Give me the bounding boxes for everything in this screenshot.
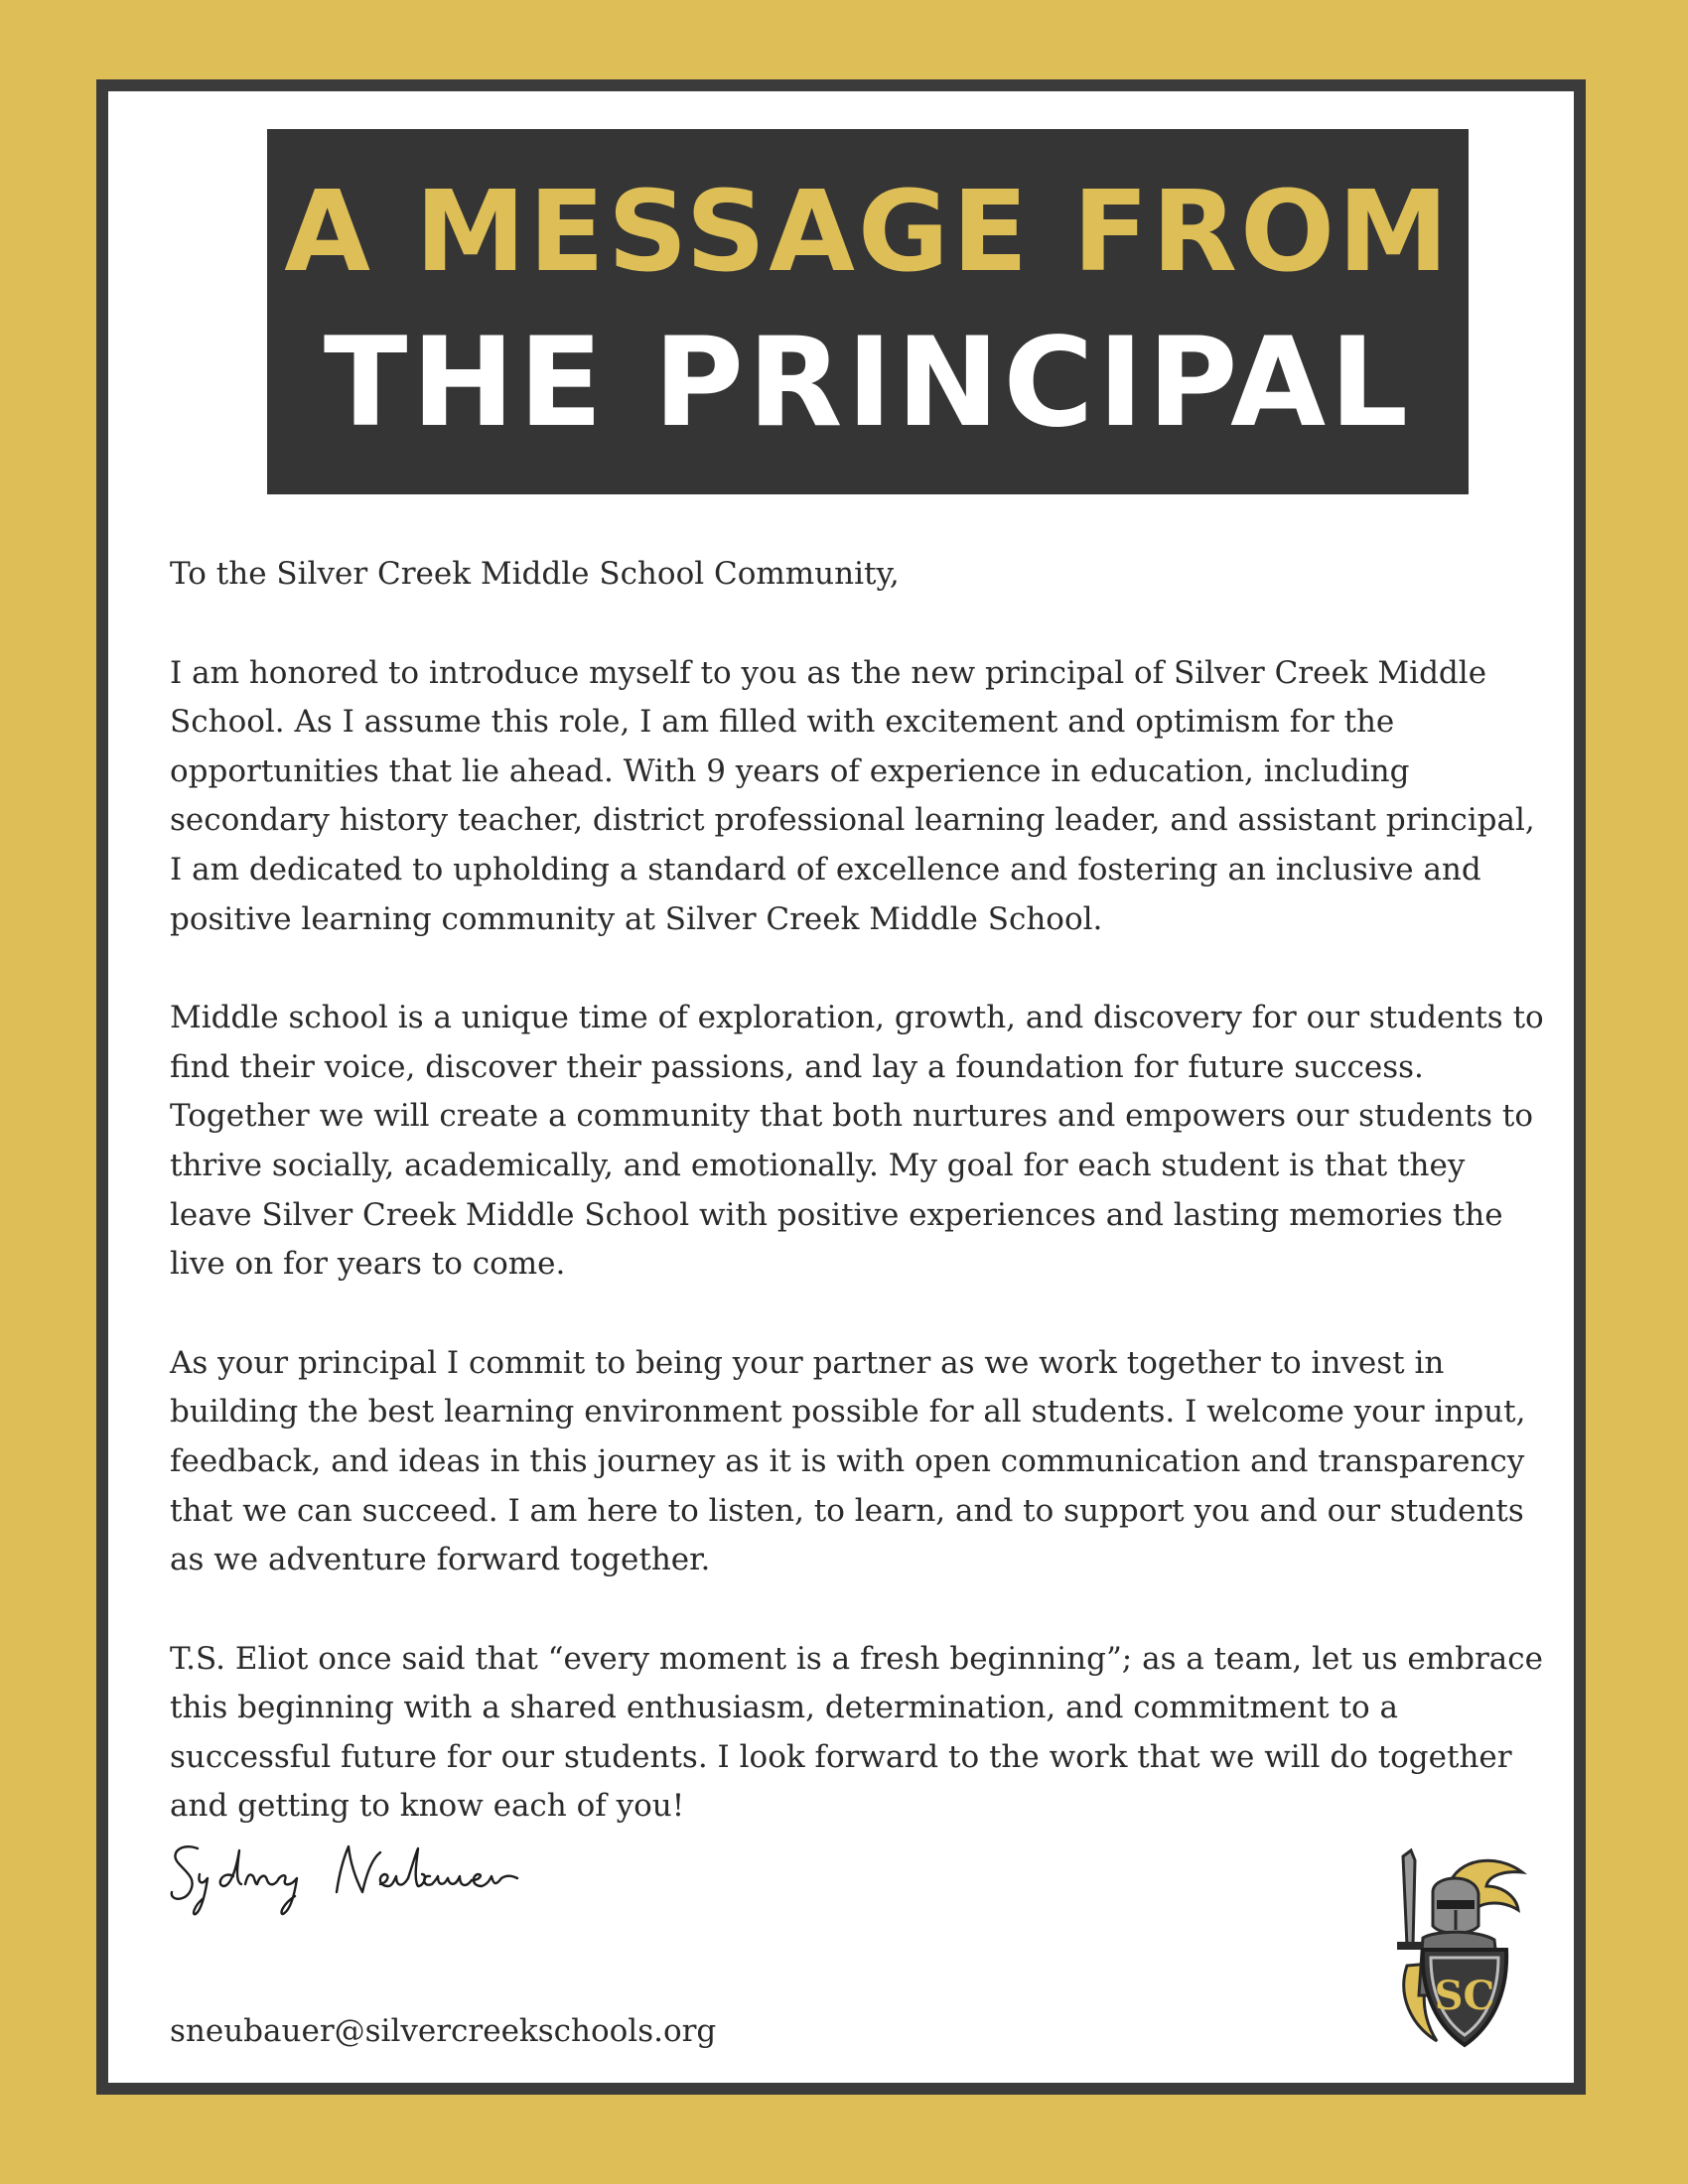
letter-paragraph-1: I am honored to introduce myself to you as the new principal of Silver Creek Middle School. As I assume this role, I am filled with excitement and optimism for the opportunities that lie ahead. With 9 years of experience in education, including secondary history teacher, district professional learning leader, and assistant principal, I am dedicated to upholding a standard of excellence and fostering an inclusive and positive learning community at Silver Creek Middle School. — [170, 654, 1535, 937]
letter-paragraph-2: Middle school is a unique time of exploration, growth, and discovery for our students to find their voice, discover their passions, and lay a foundation for future success. Together we will create a community that both nurtures and empowers our students to thrive socially, academically, and emotionally. My goal for each student is that they leave Silver Creek Middle School with positive experiences and lasting memories the live on for years to come. — [170, 1000, 1544, 1283]
signature — [168, 1831, 585, 1920]
knight-shield-icon — [1367, 1846, 1536, 2055]
logo-monogram: SC — [1434, 1973, 1495, 2019]
header-banner — [267, 129, 1469, 494]
letter-body — [170, 550, 1550, 1881]
letter-paragraph-4: T.S. Eliot once said that “every moment is a fresh beginning”; as a team, let us embrace this beginning with a shared enthusiasm, determination, and commitment to a successful future for our students. I look forward to the work that we will do together and getting to know each of you! — [170, 1640, 1543, 1825]
banner-title-line-2: THE PRINCIPAL — [323, 312, 1413, 455]
letter-paragraph-3: As your principal I commit to being your partner as we work together to invest in building the best learning environment possible for all students. I welcome your input, feedback, and ideas in this journey as it is with open communication and transparency that we can succeed. I am here to listen, to learn, and to support you and our students as we adventure forward together. — [170, 1344, 1526, 1578]
contact-email: sneubauer@silvercreekschools.org — [170, 2013, 717, 2049]
banner-title-line-1: A MESSAGE FROM — [284, 168, 1452, 297]
letter-page — [96, 79, 1586, 2095]
letter-greeting: To the Silver Creek Middle School Community, — [170, 556, 900, 592]
